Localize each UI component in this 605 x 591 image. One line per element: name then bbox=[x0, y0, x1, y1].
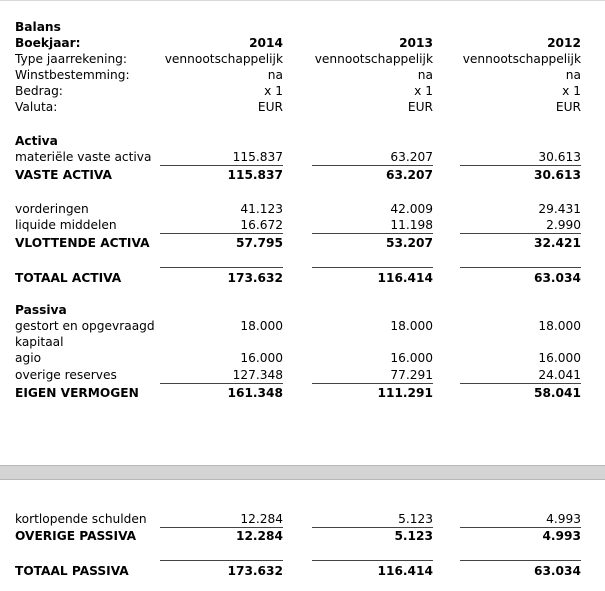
cell-2013: 5.123 bbox=[398, 512, 433, 526]
passiva-heading: Passiva bbox=[15, 303, 67, 317]
page-break-divider bbox=[0, 465, 605, 480]
gestort-label-line2: kapitaal bbox=[15, 335, 64, 349]
balance-title: Balans bbox=[15, 20, 61, 34]
eigen-vermogen-row bbox=[0, 385, 605, 401]
cell-2012: 30.613 bbox=[533, 168, 581, 182]
cell-2012: 4.993 bbox=[546, 512, 581, 526]
cell-2014: 161.348 bbox=[227, 386, 283, 400]
cell-2012: 2.990 bbox=[546, 218, 581, 232]
cell-2013: 77.291 bbox=[390, 368, 433, 382]
cell-2014: 16.672 bbox=[240, 218, 283, 232]
valuta-value: EUR bbox=[407, 100, 433, 114]
overige-reserves-row bbox=[0, 367, 605, 383]
cell-2013: 16.000 bbox=[390, 351, 433, 365]
cell-2012: 29.431 bbox=[538, 202, 581, 216]
cell-2014: 12.284 bbox=[240, 512, 283, 526]
cell-2013: 111.291 bbox=[377, 386, 433, 400]
vorderingen-row bbox=[0, 201, 605, 217]
type-label: Type jaarrekening: bbox=[15, 52, 128, 66]
liquide-row bbox=[0, 217, 605, 233]
balance-title-row bbox=[0, 19, 605, 35]
total-line bbox=[312, 560, 433, 561]
total-line bbox=[312, 267, 433, 268]
gestort-row-continued bbox=[0, 334, 605, 350]
cell-2014: 16.000 bbox=[240, 351, 283, 365]
cell-2013: 116.414 bbox=[377, 564, 433, 578]
cell-2013: 42.009 bbox=[390, 202, 433, 216]
bedrag-value: x 1 bbox=[562, 84, 581, 98]
overige-reserves-label: overige reserves bbox=[15, 368, 117, 382]
bedrag-value: x 1 bbox=[414, 84, 433, 98]
cell-2013: 63.207 bbox=[390, 150, 433, 164]
total-line bbox=[160, 560, 283, 561]
cell-2012: 24.041 bbox=[538, 368, 581, 382]
winst-label: Winstbestemming: bbox=[15, 68, 130, 82]
totaal-passiva-label: TOTAAL PASSIVA bbox=[15, 564, 129, 578]
cell-2013: 63.207 bbox=[385, 168, 433, 182]
materiele-row bbox=[0, 149, 605, 165]
cell-2014: 173.632 bbox=[227, 271, 283, 285]
type-value: vennootschappelijk bbox=[164, 52, 283, 66]
valuta-row bbox=[0, 99, 605, 115]
cell-2012: 4.993 bbox=[542, 529, 581, 543]
cell-2014: 57.795 bbox=[235, 236, 283, 250]
sum-line bbox=[312, 233, 433, 234]
winst-value: na bbox=[565, 68, 581, 82]
valuta-label: Valuta: bbox=[15, 100, 58, 114]
totaal-activa-label: TOTAAL ACTIVA bbox=[15, 271, 122, 285]
cell-2012: 32.421 bbox=[533, 236, 581, 250]
cell-2013: 5.123 bbox=[394, 529, 433, 543]
cell-2013: 11.198 bbox=[390, 218, 433, 232]
cell-2012: 18.000 bbox=[538, 319, 581, 333]
cell-2012: 63.034 bbox=[533, 564, 581, 578]
cell-2014: 12.284 bbox=[235, 529, 283, 543]
cell-2014: 115.837 bbox=[232, 150, 283, 164]
sum-line bbox=[160, 383, 283, 384]
sum-line bbox=[160, 165, 283, 166]
year-2014: 2014 bbox=[249, 36, 283, 50]
vorderingen-label: vorderingen bbox=[15, 202, 89, 216]
cell-2013: 116.414 bbox=[377, 271, 433, 285]
eigen-vermogen-label: EIGEN VERMOGEN bbox=[15, 386, 139, 400]
year-row bbox=[0, 35, 605, 51]
gestort-row bbox=[0, 318, 605, 334]
materiele-label: materiële vaste activa bbox=[15, 150, 152, 164]
sum-line bbox=[312, 165, 433, 166]
totaal-activa-row bbox=[0, 270, 605, 286]
cell-2014: 127.348 bbox=[232, 368, 283, 382]
activa-heading-row bbox=[0, 133, 605, 149]
type-value: vennootschappelijk bbox=[314, 52, 433, 66]
cell-2013: 53.207 bbox=[385, 236, 433, 250]
type-row bbox=[0, 51, 605, 67]
top-divider bbox=[0, 0, 605, 1]
activa-heading: Activa bbox=[15, 134, 58, 148]
sum-line bbox=[160, 233, 283, 234]
sum-line bbox=[460, 165, 581, 166]
cell-2012: 58.041 bbox=[533, 386, 581, 400]
vaste-activa-row bbox=[0, 167, 605, 183]
sum-line bbox=[460, 233, 581, 234]
totaal-passiva-row bbox=[0, 563, 605, 579]
total-line bbox=[160, 267, 283, 268]
agio-label: agio bbox=[15, 351, 42, 365]
year-2013: 2013 bbox=[399, 36, 433, 50]
winst-value: na bbox=[267, 68, 283, 82]
cell-2012: 63.034 bbox=[533, 271, 581, 285]
bedrag-label: Bedrag: bbox=[15, 84, 63, 98]
valuta-value: EUR bbox=[257, 100, 283, 114]
cell-2014: 173.632 bbox=[227, 564, 283, 578]
vlottende-activa-row bbox=[0, 235, 605, 251]
cell-2012: 30.613 bbox=[538, 150, 581, 164]
bedrag-row bbox=[0, 83, 605, 99]
gestort-label: gestort en opgevraagd bbox=[15, 319, 155, 333]
cell-2013: 18.000 bbox=[390, 319, 433, 333]
overige-passiva-label: OVERIGE PASSIVA bbox=[15, 529, 137, 543]
year-label: Boekjaar: bbox=[15, 36, 81, 50]
vlottende-activa-label: VLOTTENDE ACTIVA bbox=[15, 236, 150, 250]
overige-passiva-row bbox=[0, 528, 605, 544]
kortlopende-row bbox=[0, 511, 605, 527]
passiva-heading-row bbox=[0, 302, 605, 318]
cell-2014: 41.123 bbox=[240, 202, 283, 216]
cell-2012: 16.000 bbox=[538, 351, 581, 365]
winst-value: na bbox=[417, 68, 433, 82]
cell-2014: 18.000 bbox=[240, 319, 283, 333]
vaste-activa-label: VASTE ACTIVA bbox=[15, 168, 112, 182]
valuta-value: EUR bbox=[555, 100, 581, 114]
year-2012: 2012 bbox=[547, 36, 581, 50]
winst-row bbox=[0, 67, 605, 83]
total-line bbox=[460, 560, 581, 561]
kortlopende-label: kortlopende schulden bbox=[15, 512, 147, 526]
agio-row bbox=[0, 350, 605, 366]
bedrag-value: x 1 bbox=[264, 84, 283, 98]
total-line bbox=[460, 267, 581, 268]
sum-line bbox=[312, 383, 433, 384]
cell-2014: 115.837 bbox=[227, 168, 283, 182]
type-value: vennootschappelijk bbox=[462, 52, 581, 66]
sum-line bbox=[460, 383, 581, 384]
liquide-label: liquide middelen bbox=[15, 218, 117, 232]
